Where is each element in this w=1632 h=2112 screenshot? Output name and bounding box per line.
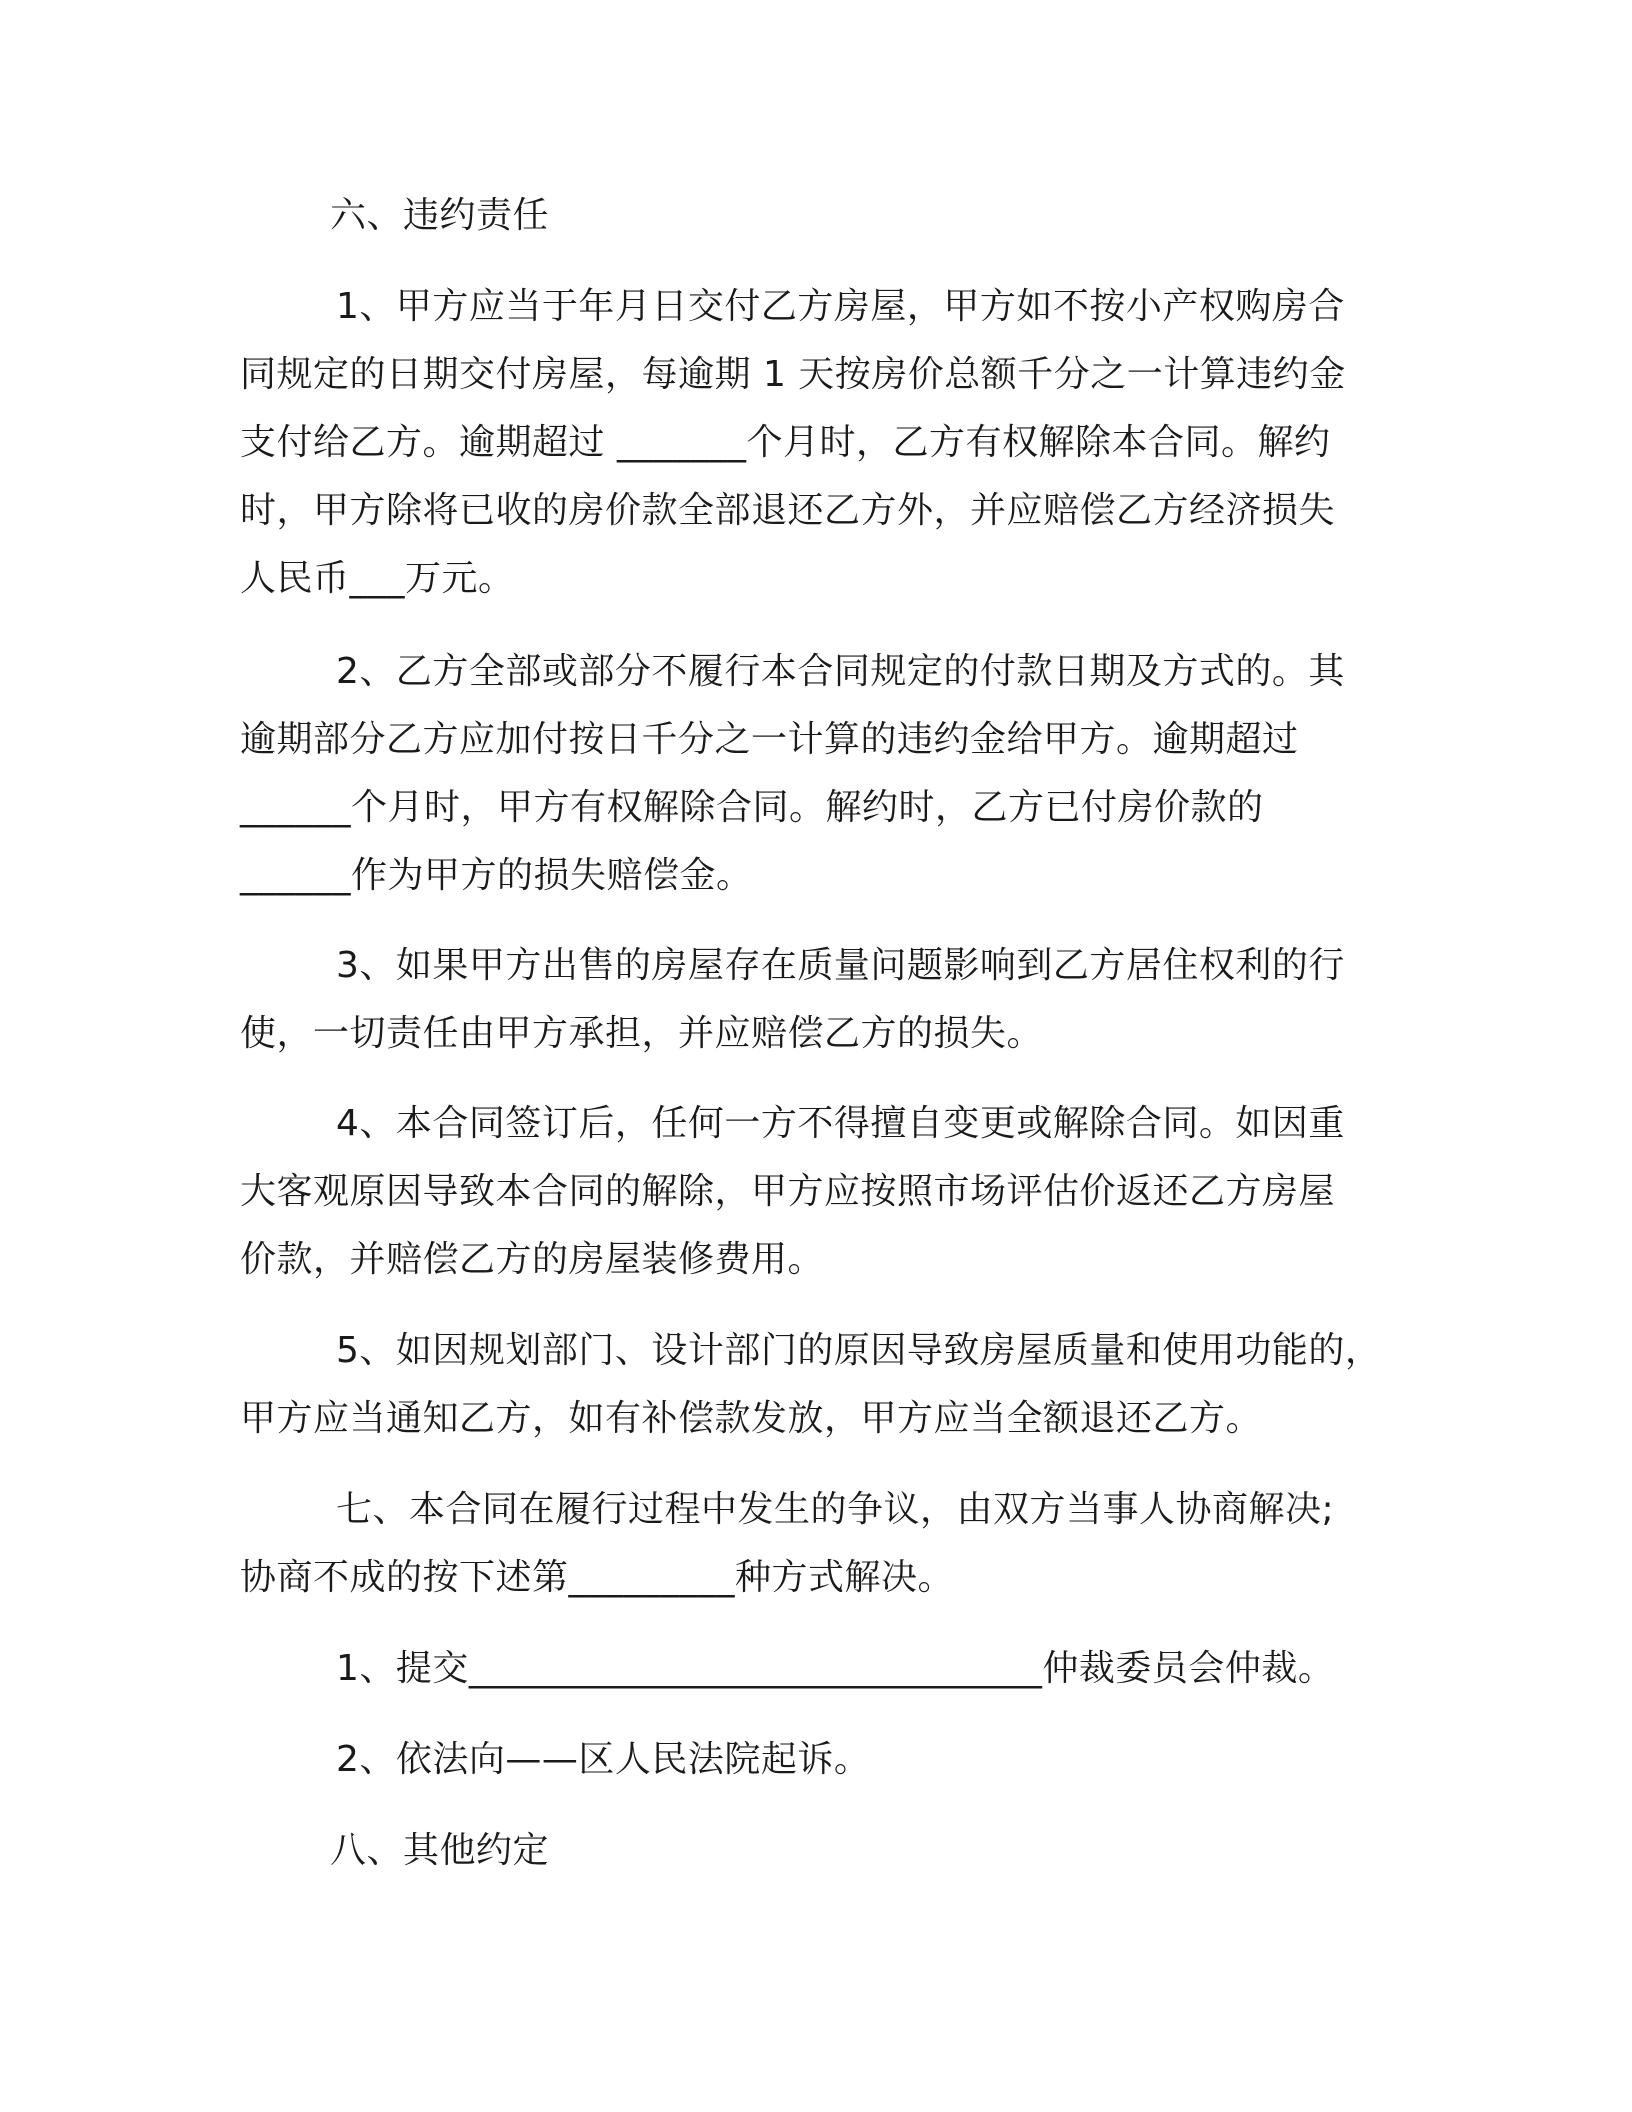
- paragraph-2-line-4: ______作为甲方的损失赔偿金。: [240, 855, 753, 896]
- paragraph-1: [240, 273, 1390, 613]
- paragraph-3-line-2: 使，一切责任由甲方承担，并应赔偿乙方的损失。: [240, 1013, 1044, 1054]
- paragraph-4-line-1: 4、本合同签订后，任何一方不得擅自变更或解除合同。如因重: [336, 1103, 1345, 1144]
- paragraph-1-line-3: 支付给乙方。逾期超过 _______个月时，乙方有权解除本合同。解约: [240, 422, 1331, 463]
- paragraph-1-line-1: 1、甲方应当于年月日交付乙方房屋，甲方如不按小产权购房合: [336, 286, 1345, 327]
- paragraph-4: [240, 1090, 1390, 1294]
- section-seven-option-1: 1、提交_______________________________仲裁委员会仲裁。: [336, 1648, 1335, 1689]
- paragraph-3-line-1: 3、如果甲方出售的房屋存在质量问题影响到乙方居住权利的行: [336, 945, 1345, 986]
- paragraph-2-line-2: 逾期部分乙方应加付按日千分之一计算的违约金给甲方。逾期超过: [240, 719, 1299, 760]
- paragraph-1-line-4: 时，甲方除将已收的房价款全部退还乙方外，并应赔偿乙方经济损失: [240, 490, 1336, 531]
- section-seven-line-1: 七、本合同在履行过程中发生的争议，由双方当事人协商解决;: [336, 1489, 1335, 1530]
- paragraph-4-line-2: 大客观原因导致本合同的解除，甲方应按照市场评估价返还乙方房屋: [240, 1171, 1336, 1212]
- paragraph-2: [240, 638, 1390, 910]
- section-seven-option-2: 2、依法向——区人民法院起诉。: [336, 1739, 871, 1780]
- section-eight-heading: 八、其他约定: [330, 1830, 550, 1871]
- paragraph-2-line-3: ______个月时，甲方有权解除合同。解约时，乙方已付房价款的: [240, 787, 1264, 828]
- paragraph-5-line-1: 5、如因规划部门、设计部门的原因导致房屋质量和使用功能的，: [336, 1330, 1382, 1371]
- paragraph-2-line-1: 2、乙方全部或部分不履行本合同规定的付款日期及方式的。其: [336, 651, 1345, 692]
- paragraph-3: [240, 932, 1390, 1068]
- paragraph-4-line-3: 价款，并赔偿乙方的房屋装修费用。: [240, 1239, 825, 1280]
- section-seven-line-2: 协商不成的按下述第_________种方式解决。: [240, 1557, 955, 1598]
- paragraph-5: [240, 1317, 1390, 1453]
- section-seven: [240, 1476, 1390, 1612]
- paragraph-1-line-2: 同规定的日期交付房屋，每逾期 1 天按房价总额千分之一计算违约金: [240, 354, 1346, 395]
- section-six-heading: 六、违约责任: [330, 195, 550, 236]
- paragraph-1-line-5: 人民币___万元。: [240, 558, 515, 599]
- paragraph-5-line-2: 甲方应当通知乙方，如有补偿款发放，甲方应当全额退还乙方。: [240, 1398, 1263, 1439]
